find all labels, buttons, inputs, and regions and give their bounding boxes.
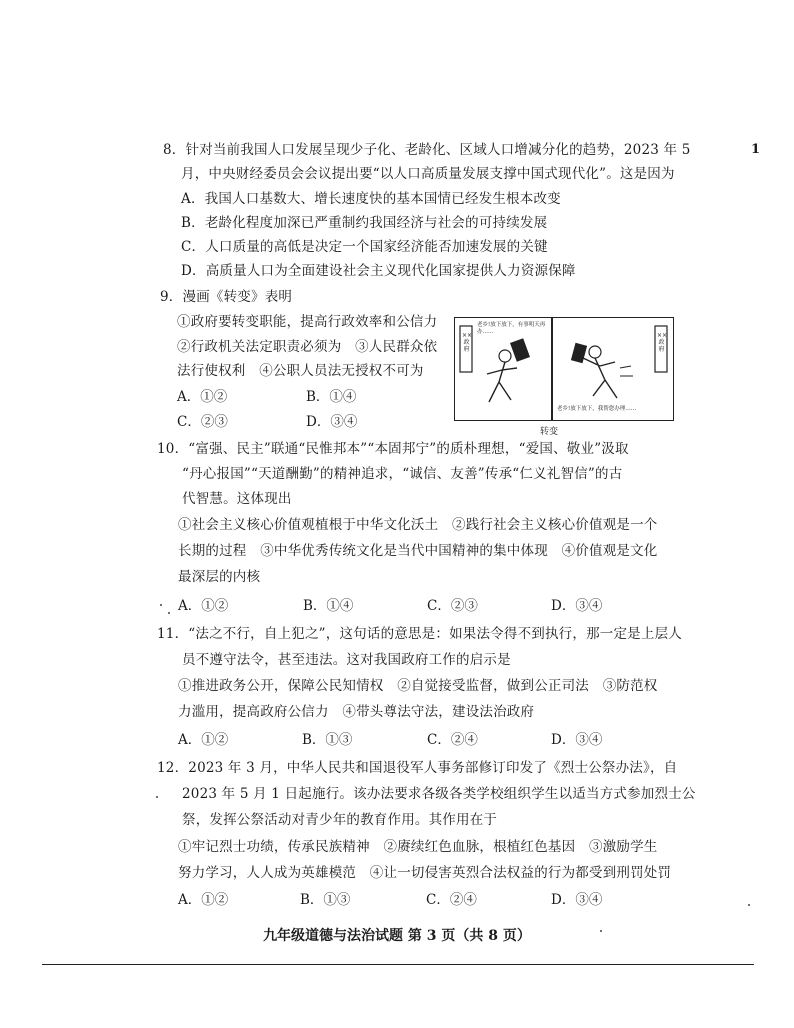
q10-stem-line3: 代智慧。这体现出 — [182, 491, 292, 507]
bottom-rule — [42, 964, 754, 965]
q11-stem-line1: 11．“法之不行，自上犯之”，这句话的意思是：如果法令得不到执行，那一定是上层人 — [157, 626, 682, 642]
cartoon-left-sign: ××政府 — [462, 332, 473, 353]
q11-option-c: C．②④ — [427, 732, 478, 748]
q12-stem-line2: 2023 年 5 月 1 日起施行。该办法要求各级各类学校组织学生以适当方式参加烈士公 — [182, 786, 696, 802]
q8-option-c: C．人口质量的高低是决定一个国家经济能否加速发展的关键 — [181, 239, 548, 255]
scan-speck — [160, 604, 162, 606]
q10-statement-1: ①社会主义核心价值观植根于中华文化沃土 ②践行社会主义核心价值观是一个 — [178, 517, 658, 533]
corner-mark: 1 — [750, 142, 760, 157]
scan-speck — [600, 930, 602, 932]
q9-option-d: D．③④ — [306, 414, 358, 430]
q8-stem-line2: 月，中央财经委员会会议提出要“以人口高质量发展支撑中国式现代化”。这是因为 — [181, 166, 675, 182]
q8-option-d: D．高质量人口为全面建设社会主义现代化国家提供人力资源保障 — [181, 263, 576, 279]
q10-option-b: B．①④ — [303, 598, 354, 614]
cartoon-transformation — [454, 317, 674, 421]
cartoon-left-bubble: 老乡!放下放下，有事明天再办…… — [477, 322, 546, 335]
q12-option-d: D．③④ — [551, 892, 603, 908]
q9-option-c: C．②③ — [177, 414, 228, 430]
q8-stem-line1: 8．针对当前我国人口发展呈现少子化、老龄化、区域人口增减分化的趋势，2023 年 5 — [163, 142, 691, 158]
q10-stem-line1: 10．“富强、民主”联通“民惟邦本”“本固邦宁”的质朴理想，“爱国、敬业”汲取 — [157, 441, 629, 457]
q8-option-b: B．老龄化程度加深已严重制约我国经济与社会的可持续发展 — [181, 215, 548, 231]
q10-statement-2: 长期的过程 ③中华优秀传统文化是当代中国精神的集中体现 ④价值观是文化 — [178, 543, 658, 559]
q12-statement-2: 努力学习，人人成为英雄模范 ④让一切侵害英烈合法权益的行为都受到刑罚处罚 — [178, 865, 672, 881]
q9-statement-1: ①政府要转变职能，提高行政效率和公信力 — [177, 314, 438, 330]
q11-option-b: B．①③ — [302, 732, 353, 748]
q9-option-a: A．①② — [177, 389, 228, 405]
q12-statement-1: ①牢记烈士功绩，传承民族精神 ②赓续红色血脉，根植红色基因 ③激励学生 — [178, 839, 658, 855]
q12-stem-line1: 12．2023 年 3 月，中华人民共和国退役军人事务部修订印发了《烈士公祭办法》，自 — [157, 760, 678, 776]
scan-speck — [168, 612, 170, 614]
q12-stem-line3: 祭，发挥公祭活动对青少年的教育作用。其作用在于 — [182, 812, 498, 828]
q11-stem-line2: 员不遵守法令，甚至违法。这对我国政府工作的启示是 — [182, 652, 511, 668]
q9-statement-3: 法行使权利 ④公职人员法无授权不可为 — [177, 363, 424, 379]
q9-stem: 9．漫画《转变》表明 — [160, 289, 293, 305]
q11-option-d: D．③④ — [551, 732, 603, 748]
q9-statement-2: ②行政机关法定职责必须为 ③人民群众依 — [177, 339, 438, 355]
q12-option-c: C．②④ — [426, 892, 477, 908]
q12-option-a: A．①② — [178, 892, 229, 908]
q10-stem-line2: “丹心报国”“天道酬勤”的精神追求，“诚信、友善”传承“仁义礼智信”的古 — [182, 466, 623, 482]
q10-option-c: C．②③ — [427, 598, 478, 614]
cartoon-right-bubble: 老乡!放下放下，我帮您办理…… — [557, 406, 637, 412]
q8-option-a: A．我国人口基数大、增长速度快的基本国情已经发生根本改变 — [181, 191, 561, 207]
cartoon-right-sign: ××政府 — [657, 332, 668, 353]
q11-option-a: A．①② — [178, 732, 229, 748]
page-footer: 九年级道德与法治试题 第 3 页（共 8 页） — [263, 928, 531, 944]
scan-speck — [748, 904, 750, 906]
cartoon-caption: 转变 — [540, 427, 559, 437]
q11-statement-1: ①推进政务公开，保障公民知情权 ②自觉接受监督，做到公正司法 ③防范权 — [178, 678, 658, 694]
q10-statement-3: 最深层的内核 — [178, 569, 261, 585]
q10-option-d: D．③④ — [551, 598, 603, 614]
scan-speck — [156, 796, 158, 798]
q10-option-a: A．①② — [178, 598, 229, 614]
q12-option-b: B．①③ — [300, 892, 351, 908]
q9-option-b: B．①④ — [306, 389, 357, 405]
q11-statement-2: 力滥用，提高政府公信力 ④带头尊法守法，建设法治政府 — [178, 704, 535, 720]
